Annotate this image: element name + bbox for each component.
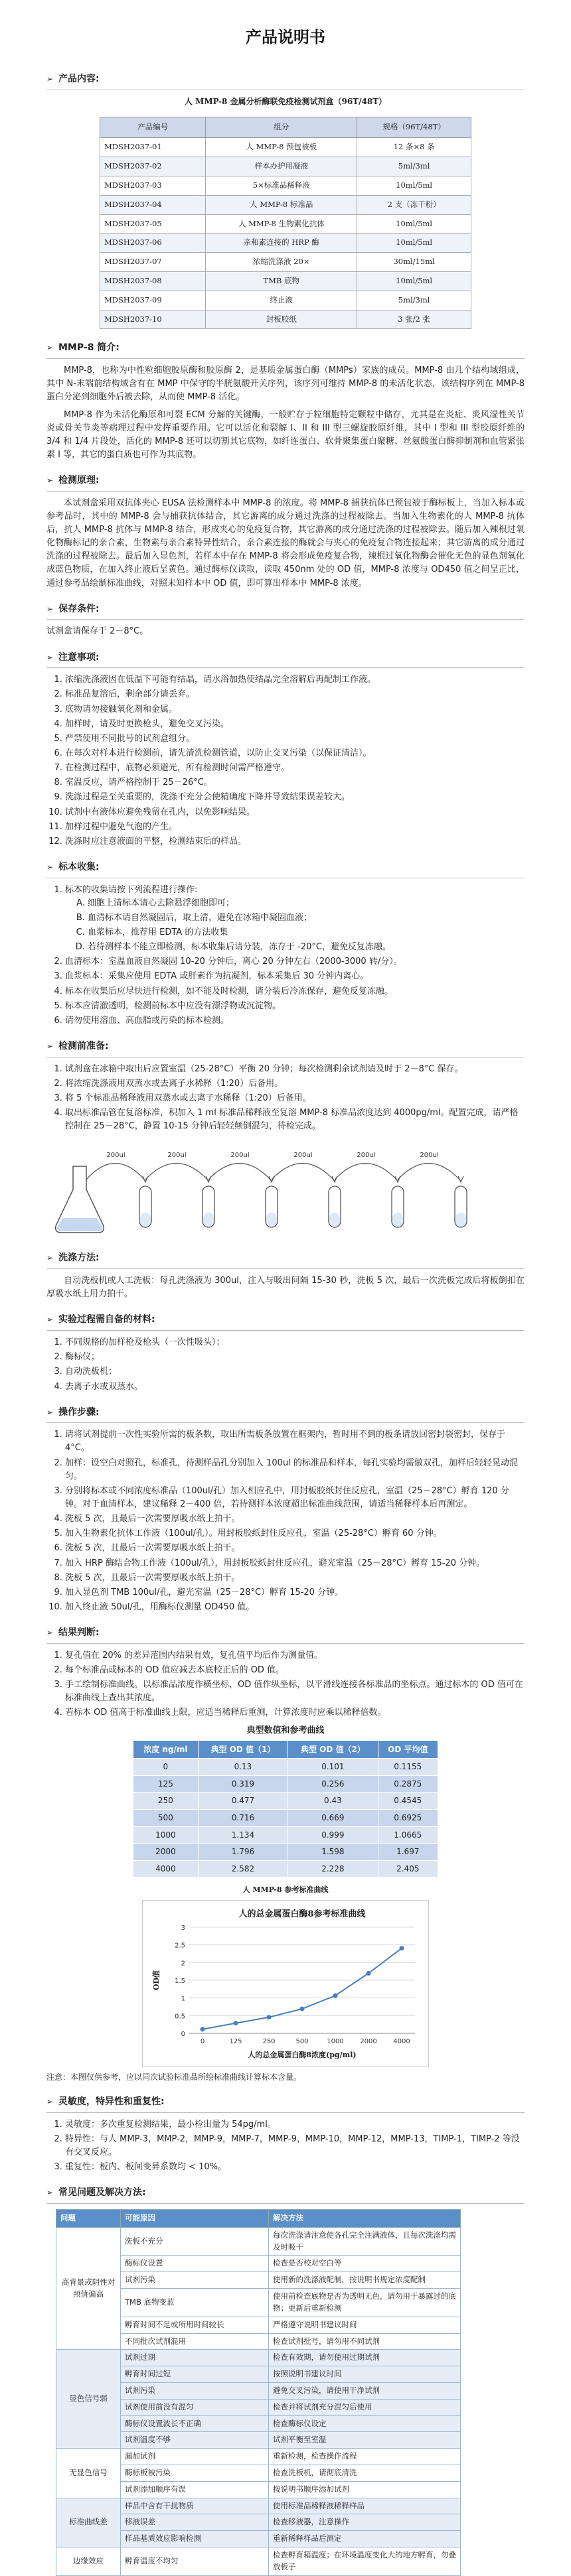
table-row xyxy=(56,2498,461,2514)
section-heading: 保存条件: xyxy=(58,603,100,614)
list-item: 4. 加样时，请及时更换枪头，避免交叉污染。 xyxy=(65,718,525,731)
list-item: 3. 自动洗板机； xyxy=(65,1365,525,1379)
wash-text: 自动洗板机或人工洗板：每孔洗涤液为 300ul，注入与吸出间隔 15-30 秒，洗板 5 次，最后一次洗板完成后将板倒扣在厚吸水纸上用力拍干。 xyxy=(46,1276,525,1300)
table-cell: 0.101 xyxy=(288,1759,378,1776)
section-heading: 检测前准备: xyxy=(58,1041,109,1052)
cause-cell: 酶标仪设置波长不正确 xyxy=(121,2415,269,2432)
solution-cell: 使用标准品稀释液稀释样品 xyxy=(269,2498,461,2514)
y-tick-label: 1 xyxy=(181,1995,185,2003)
list-item: 12. 洗涤时应注意液面的平整，检测结束后的样品。 xyxy=(65,835,525,848)
table-cell: MDSH2037-07 xyxy=(100,253,206,272)
list-item: 2. 加样：设空白对照孔，标准孔，待测样品孔分别加入 100ul 的标准品和样本，每孔实验均需做双孔，加样后轻轻晃动混匀。 xyxy=(65,1457,525,1483)
solution-cell: 检查并将试剂充分混匀后使用 xyxy=(269,2399,461,2415)
section-storage xyxy=(46,602,525,620)
table-cell: 10ml/5ml xyxy=(357,234,471,253)
table-header: 问题 xyxy=(56,2210,121,2228)
cause-cell: 孵育温度不均匀 xyxy=(121,2547,269,2576)
x-tick-label: 1000 xyxy=(327,2037,344,2045)
table-cell: 人 MMP-8 标准品 xyxy=(206,195,357,214)
y-axis-label: OD值 xyxy=(152,1970,161,1990)
table-cell: 0.4545 xyxy=(378,1793,438,1810)
list-item: 1. 请将试剂提前一次性实验所需的板条数，取出所需板条放置在框架内，暂时用不到的板条请放回密封袋密封，保存于 4°C。 xyxy=(65,1428,525,1455)
table-row xyxy=(100,176,471,195)
table-cell: 2000 xyxy=(133,1844,199,1861)
solution-cell: 使用新的洗涤液配制，按说明书规定浓度配制 xyxy=(269,2272,461,2289)
table-row xyxy=(56,2547,461,2576)
procedure-list xyxy=(46,1428,525,1614)
chart-title: 人的总金属蛋白酶8参考标准曲线 xyxy=(238,1909,366,1919)
list-item: 1. 标本的收集请按下列流程进行操作: A. 细胞上清标本请心去除悬浮细胞即可； B. 血清标本请自然凝固后，取上清，避免在冰箱中凝固血液； C. 血浆标本，推荐用 EDTA 的方法收集 D. 若待测样本不能立即检测，标本收集后请分装，冻存于 -20°C，避免反复冻融。 xyxy=(65,884,525,955)
section-heading: 灵敏度，特异性和重复性: xyxy=(58,2096,165,2108)
section-heading: 标本收集: xyxy=(58,861,100,872)
table-cell: 0.256 xyxy=(288,1775,378,1793)
list-item: 1. 试剂盒在冰箱中取出后应置室温（25-28°C）平衡 20 分钟；每次检测剩余试剂请及时于 2－8°C 保存。 xyxy=(65,1063,525,1076)
table-cell: MDSH2037-03 xyxy=(100,176,206,195)
table-header: 规格（96T/48T） xyxy=(357,117,471,138)
list-item: 3. 底物请勿接触氧化剂和金属。 xyxy=(65,703,525,716)
transfer-label: 200ul xyxy=(420,1152,439,1160)
solution-cell: 按说明书顺序添加试剂 xyxy=(269,2481,461,2498)
arrow-icon: ➢ xyxy=(46,476,54,486)
table-header: 解决方法 xyxy=(269,2210,461,2228)
transfer-label: 200ul xyxy=(293,1152,313,1160)
section-contents xyxy=(46,72,525,90)
tube-liquid xyxy=(455,1213,466,1227)
table-row xyxy=(56,2227,461,2256)
table-cell: 2.228 xyxy=(288,1860,378,1877)
list-item: 7. 加入 HRP 酶结合物工作液（100ul/孔），用封板胶纸封住反应孔，避光室温（25－28°C）孵育 15-20 分钟。 xyxy=(65,1557,525,1570)
list-item: 4. 去离子水或双蒸水。 xyxy=(65,1381,525,1394)
list-item: 2. 将浓缩洗涤液用双蒸水或去离子水稀释（1:20）后备用。 xyxy=(65,1077,525,1091)
y-tick-label: 2 xyxy=(181,1959,185,1967)
transfer-label: 200ul xyxy=(167,1152,187,1160)
solution-cell: 使用前检查底物是否为透明无色，请勿用于暴露过的底物；更新后重新检测 xyxy=(269,2289,461,2317)
faq-table xyxy=(56,2209,461,2576)
section-wash xyxy=(46,1251,525,1269)
data-point xyxy=(201,2027,205,2031)
tube-liquid xyxy=(140,1213,151,1227)
list-item: 5. 标本应清澈透明，检测前标本中应没有漂浮物或沉淀物。 xyxy=(65,1000,525,1013)
solution-cell: 检查孵育箱温度；在环境温度变化大的地方孵育，勿叠放板子 xyxy=(269,2547,461,2576)
table-header: 浓度 ng/ml xyxy=(133,1740,199,1759)
table-cell: 5ml/3ml xyxy=(357,157,471,176)
table-cell: 1000 xyxy=(133,1826,199,1844)
table-cell: 封板胶纸 xyxy=(206,310,357,329)
section-procedure xyxy=(46,1406,525,1424)
table-cell: 0.2875 xyxy=(378,1775,438,1793)
list-item: D. 若待测样本不能立即检测，标本收集后请分装，冻存于 -20°C，避免反复冻融。 xyxy=(88,941,525,954)
principle-para: 本试剂盒采用双抗体夹心 EUSA 法检测样本中 MMP-8 的浓度。将 MMP-8 捕获抗体已预包被于酶标板上，当加入标本或参考品时，其中的 MMP-8 会与捕获抗体结合，其它游离的成分通过洗涤的过程被除去。当加入生物素化的人 MMP-8 抗体后，抗人 MMP-8 抗体与 MMP-8 结合，形成夹心的免疫复合物，其它游离的成分通过洗涤的过程被除去。随后加入辣根过氧化物酶标记的亲合素，生物素与亲合素特异性结合，亲合素连接的酶就会与夹心的免疫复合物连接起来；其它游离的成分通过洗涤的过程被除去。最后加入显色剂，若样本中存在 MMP-8 将会形成免疫复合物，辣根过氧化物酶会催化无色的显色剂氧化成蓝色物质，在加入终止液后呈黄色。通过酶标仪读取，读取 450nm 处的 OD 值，MMP-8 浓度与 OD450 值之间呈正比，通过参考品绘制标准曲线，对照未知样本中 OD 值，即可算出样本中 MMP-8 浓度。 xyxy=(46,498,525,588)
table-row xyxy=(100,310,471,329)
arrow-icon: ➢ xyxy=(46,652,54,662)
doc-title: 产品说明书 xyxy=(246,28,325,46)
table-row xyxy=(133,1759,438,1776)
arrow-icon: ➢ xyxy=(46,862,54,872)
table-cell: 10ml/5ml xyxy=(357,214,471,234)
list-item: 6. 在每次对样本进行检测前，请先清洗检测管道，以防止交叉污染（以保证清洁）。 xyxy=(65,747,525,760)
standard-curve-chart xyxy=(142,1900,429,2067)
intro-para-1: MMP-8，也称为中性粒细胞胶原酶和胶原酶 2，是基质金属蛋白酶（MMPs）家族的成员。MMP-8 由几个结构域组成，其中 N-末端前结构域含有在 MMP 中保守的半胱氨酸开关序列，该序列可维持 MMP-8 的未活化状态，该结构序列在 MMP-8 蛋白分泌到细胞外后被去除，从而使 MMP-8 活化。 xyxy=(46,366,525,403)
cause-cell: 试剂污染 xyxy=(121,2382,269,2399)
list-item: 3. 将 5 个标准品稀释液用双蒸水或去离子水稀释（1:20）后备用。 xyxy=(65,1092,525,1105)
table-cell: 亲和素连接的 HRP 酶 xyxy=(206,234,357,253)
table-cell: 1.598 xyxy=(288,1844,378,1861)
list-item: 3. 重复性：板内、板间变异系数均 < 10%。 xyxy=(65,2161,525,2174)
data-point xyxy=(234,2021,238,2025)
table-cell: 0.13 xyxy=(198,1759,287,1776)
list-item: 4. 标本在收集后应尽快进行检测，如不能及时检测，请分装后冷冻保存，避免反复冻融。 xyxy=(65,985,525,998)
table-row xyxy=(100,271,471,291)
table-cell: MDSH2037-06 xyxy=(100,234,206,253)
arrow-icon: ➢ xyxy=(46,1407,54,1417)
section-principle xyxy=(46,474,525,492)
list-item: 3. 分别将标本或不同浓度标准品（100ul/孔）加入相应孔中，用封板胶纸封住反应孔，室温（25－28°C）孵育 120 分钟。对于血清样本，建议稀释 2－400 倍，若待测样本浓度超出标准曲线范围，请适当稀释样本后再测定。 xyxy=(65,1485,525,1511)
cause-cell: 样品中含有干扰物质 xyxy=(121,2498,269,2514)
problem-cell: 无显色信号 xyxy=(56,2449,121,2498)
section-results xyxy=(46,1626,525,1644)
list-item: 4. 洗板 5 次，且最后一次需要厚吸水纸上拍干。 xyxy=(65,1513,525,1526)
arrow-icon: ➢ xyxy=(46,2097,54,2107)
transfer-label: 200ul xyxy=(230,1152,250,1160)
table-cell: 1.0665 xyxy=(378,1826,438,1844)
solution-cell: 按照说明书建议时间 xyxy=(269,2366,461,2383)
table-header: 典型 OD 值（1） xyxy=(198,1740,287,1759)
solution-cell: 重新稀释样品后测定 xyxy=(269,2531,461,2547)
table-cell: 样本办护用凝液 xyxy=(206,157,357,176)
y-tick-label: 0 xyxy=(181,2030,185,2038)
solution-cell: 试剂平衡至室温 xyxy=(269,2432,461,2449)
transfer-label: 200ul xyxy=(106,1152,125,1160)
series-line xyxy=(203,1948,402,2029)
table-row xyxy=(56,2350,461,2366)
dilution-svg xyxy=(46,1140,525,1239)
cause-cell: 漏加试剂 xyxy=(121,2449,269,2465)
table-cell: 1.796 xyxy=(198,1844,287,1861)
sample-list xyxy=(46,884,525,1028)
cause-cell: 试剂温度不够 xyxy=(121,2432,269,2449)
transfer-arrow xyxy=(335,1164,398,1182)
table-cell: 0.1155 xyxy=(378,1759,438,1776)
x-tick-label: 125 xyxy=(229,2037,242,2045)
list-item: 2. 每个标准品或标本的 OD 值应减去本底校正后的 OD 值。 xyxy=(65,1664,525,1677)
table-cell: 5ml/3ml xyxy=(357,291,471,310)
contents-table xyxy=(100,117,471,329)
table-cell: 4000 xyxy=(133,1860,199,1877)
list-item: B. 血清标本请自然凝固后，取上清，避免在冰箱中凝固血液； xyxy=(88,912,525,925)
table-cell: MDSH2037-01 xyxy=(100,138,206,157)
cause-cell: 试剂过期 xyxy=(121,2350,269,2366)
list-item: 7. 在检测过程中，底物必须避光，所有检测时间需严格遵守。 xyxy=(65,762,525,775)
table-cell: 500 xyxy=(133,1810,199,1827)
problem-cell: 边缘效应 xyxy=(56,2547,121,2576)
table-cell: TMB 底物 xyxy=(206,271,357,291)
table-cell: 0.716 xyxy=(198,1810,287,1827)
list-item: 10. 试剂中有液体应避免残留在孔内，以免影响结果。 xyxy=(65,806,525,819)
table-cell: 0.669 xyxy=(288,1810,378,1827)
arrow-icon: ➢ xyxy=(46,1315,54,1325)
solution-cell: 检查移液器，注意操作 xyxy=(269,2514,461,2531)
cause-cell: 试剂污染 xyxy=(121,2272,269,2289)
table-header: 组分 xyxy=(206,117,357,138)
table-header: 可能原因 xyxy=(121,2210,269,2228)
list-item: 2. 特异性：与人 MMP-3，MMP-2，MMP-9，MMP-7，MMP-9，MMP-10，MMP-12，MMP-13，TIMP-1，TIMP-2 等没有交叉反应。 xyxy=(65,2133,525,2159)
table-row xyxy=(100,214,471,234)
transfer-arrow xyxy=(145,1164,208,1182)
problem-cell: 高背景或阴性对照值偏高 xyxy=(56,2227,121,2350)
section-heading: 实验过程需自备的材料: xyxy=(58,1314,155,1325)
cause-cell: TMB 底物变蓝 xyxy=(121,2289,269,2317)
x-tick-label: 0 xyxy=(200,2037,205,2045)
list-item: 4. 若标本 OD 值高于标准曲线上限，应适当稀释后重测，计算浓度时应乘以稀释倍数。 xyxy=(65,1706,525,1720)
y-tick-label: 2.5 xyxy=(175,1942,185,1950)
list-item: 1. 复孔值在 20% 的差异范围内结果有效，复孔值平均后作为测量值。 xyxy=(65,1649,525,1662)
cause-cell: 样品基质效应影响检测 xyxy=(121,2531,269,2547)
section-sensitivity xyxy=(46,2095,525,2113)
transfer-arrow xyxy=(86,1164,145,1182)
section-heading: MMP-8 简介: xyxy=(58,342,120,354)
list-item: 2. 血清标本：室温血液自然凝固 10-20 分钟后，离心 20 分钟左右（2000-3000 转/分）。 xyxy=(65,955,525,969)
list-item: 9. 洗涤过程是至关重要的，洗涤不充分会使精确度下降并导致结果误差较大。 xyxy=(65,791,525,804)
solution-cell: 检查有效期，请勿使用过期试剂 xyxy=(269,2350,461,2366)
data-point xyxy=(333,1993,338,1998)
list-item: 5. 严禁使用不同批号的试剂盒组分。 xyxy=(65,732,525,746)
transfer-arrow xyxy=(398,1164,461,1182)
cause-cell: 酶标板被污染 xyxy=(121,2465,269,2482)
table-cell: MDSH2037-02 xyxy=(100,157,206,176)
tube-liquid xyxy=(329,1213,340,1227)
table-row xyxy=(56,2449,461,2465)
chart-note: 注意：本图仅供参考，应以同次试验标准品所绘标准曲线计算标本含量。 xyxy=(46,2072,302,2082)
cause-cell: 酶标仪设置 xyxy=(121,2256,269,2272)
x-axis-label: 人的总金属蛋白酶8浓度(pg/ml) xyxy=(248,2050,357,2059)
list-item: 10. 加入终止液 50ul/孔，用酶标仪测量 OD450 值。 xyxy=(65,1601,525,1614)
solution-cell: 避免交叉污染，请使用干净试剂 xyxy=(269,2382,461,2399)
table-cell: 125 xyxy=(133,1775,199,1793)
table-cell: 人 MMP-8 生物素化抗体 xyxy=(206,214,357,234)
cause-cell: 试剂添加顺序有误 xyxy=(121,2481,269,2498)
section-heading: 结果判断: xyxy=(58,1627,100,1639)
transfer-arrow xyxy=(272,1164,335,1182)
table-cell: 1.134 xyxy=(198,1826,287,1844)
x-tick-label: 4000 xyxy=(393,2037,410,2045)
list-item: C. 血浆标本，推荐用 EDTA 的方法收集 xyxy=(88,926,525,939)
table-cell: 2 支（冻干粉） xyxy=(357,195,471,214)
y-tick-label: 3 xyxy=(181,1924,185,1932)
table-row xyxy=(133,1826,438,1844)
arrow-icon: ➢ xyxy=(46,1628,54,1638)
table-cell: 250 xyxy=(133,1793,199,1810)
table-cell: 浓缩洗涤液 20× xyxy=(206,253,357,272)
table-cell: 5×标准品稀释液 xyxy=(206,176,357,195)
table-cell: 终止液 xyxy=(206,291,357,310)
list-item: 11. 加样过程中避免气泡的产生。 xyxy=(65,821,525,834)
section-prep xyxy=(46,1040,525,1057)
list-item: 9. 加入显色剂 TMB 100ul/孔，避光室温（25－28°C）孵育 15-20 分钟。 xyxy=(65,1586,525,1599)
list-item: 1. 不同规格的加样枪及枪头（一次性吸头）； xyxy=(65,1336,525,1349)
arrow-icon: ➢ xyxy=(46,343,54,353)
solution-cell: 重新检测，检查操作流程 xyxy=(269,2449,461,2465)
transfer-arrow xyxy=(208,1164,272,1182)
table-row xyxy=(100,195,471,214)
cause-cell: 不同批次试剂混用 xyxy=(121,2333,269,2350)
materials-list xyxy=(46,1336,525,1394)
list-item: 8. 室温反应，请严格控制于 25－26°C。 xyxy=(65,776,525,789)
list-item: 3. 手工绘制标准曲线。以标准品浓度作横坐标，OD 值作纵坐标，以平滑线连接各标准品的坐标点。通过标本的 OD 值可在标准曲线上查出其浓度。 xyxy=(65,1678,525,1705)
data-point xyxy=(367,1970,371,1975)
table-cell: 12 条×8 条 xyxy=(357,138,471,157)
cause-cell: 孵育时间不足或所用时间较长 xyxy=(121,2317,269,2333)
arrow-icon: ➢ xyxy=(46,604,54,614)
table-row xyxy=(133,1810,438,1827)
list-item: A. 细胞上清标本请心去除悬浮细胞即可； xyxy=(88,897,525,910)
solution-cell: 检查是否校对空白等 xyxy=(269,2256,461,2272)
section-heading: 常见问题及解决方法: xyxy=(58,2187,146,2199)
table-cell: 0.43 xyxy=(288,1793,378,1810)
sensitivity-list xyxy=(46,2118,525,2175)
section-heading: 产品内容: xyxy=(58,74,100,85)
table-cell: 2.405 xyxy=(378,1860,438,1877)
table-cell: 人 MMP-8 预包被板 xyxy=(206,138,357,157)
table-row xyxy=(100,138,471,157)
section-faq xyxy=(46,2186,525,2204)
chart-caption: 人 MMP-8 参考标准曲线 xyxy=(242,1885,329,1895)
section-heading: 注意事项: xyxy=(58,651,100,663)
list-item: 1. 浓缩洗涤液因在低温下可能有结晶，请水浴加热使结晶完全溶解后再配制工作液。 xyxy=(65,673,525,687)
section-materials xyxy=(46,1313,525,1331)
list-item: 2. 酶标仪； xyxy=(65,1351,525,1364)
od-table-title: 典型数值和参考曲线 xyxy=(246,1725,325,1735)
table-cell: MDSH2037-05 xyxy=(100,214,206,234)
table-header: OD 平均值 xyxy=(378,1740,438,1759)
arrow-icon: ➢ xyxy=(46,1253,54,1263)
tube-liquid xyxy=(266,1213,277,1227)
x-tick-label: 500 xyxy=(295,2037,309,2045)
list-item: 3. 血浆标本：采集应使用 EDTA 或肝素作为抗凝剂，标本采集后 30 分钟内离心。 xyxy=(65,970,525,983)
table-cell: 0.477 xyxy=(198,1793,287,1810)
cause-cell: 洗板不充分 xyxy=(121,2227,269,2256)
table-cell: 0.319 xyxy=(198,1775,287,1793)
list-item: 5. 加入生物素化抗体工作液（100ul/孔）。用封板胶纸封住反应孔，室温（25-28°C）孵育 60 分钟。 xyxy=(65,1527,525,1540)
solution-cell: 检查酶标仪设定 xyxy=(269,2415,461,2432)
dilution-diagram xyxy=(46,1140,525,1239)
table-cell: 10ml/5ml xyxy=(357,271,471,291)
data-point xyxy=(400,1946,404,1950)
section-heading: 操作步骤: xyxy=(58,1406,100,1418)
table-cell: MDSH2037-10 xyxy=(100,310,206,329)
table-cell: 3 张/2 张 xyxy=(357,310,471,329)
intro-para-2: MMP-8 作为未活化酶原和可裂 ECM 分解的关键酶，一般贮存于粒细胞特定颗粒中储存，尤其是在炎症、炎风湿性关节炎或骨关节炎等病理过程中发挥重要作用。它可以活化和裂解 I、II 和 III 型三螺旋胶原纤维，其中 I 型和 III 型胶原纤维的 3/4 和 1/4 片段处，活化的 MMP-8 还可以切割其它底物，如纤连蛋白、软骨聚集蛋白聚糖、丝氨酸蛋白酶抑制剂和血管紧张素 I 等，其它的蛋白质也可作为其底物。 xyxy=(46,409,525,460)
arrow-icon: ➢ xyxy=(46,74,54,84)
storage-text: 试剂盒请保存于 2－8°C。 xyxy=(46,626,149,637)
tube-liquid xyxy=(203,1213,214,1227)
cause-cell: 试剂使用前没有混匀 xyxy=(121,2399,269,2415)
section-heading: 检测原理: xyxy=(58,475,100,486)
list-item: 1. 灵敏度：多次重复检测结果，最小检出量为 54pg/ml。 xyxy=(65,2118,525,2132)
section-cautions xyxy=(46,651,525,669)
table-row xyxy=(100,253,471,272)
list-item: 6. 请勿使用溶血、高血脂或污染的标本检测。 xyxy=(65,1014,525,1028)
x-tick-label: 250 xyxy=(262,2037,276,2045)
y-tick-label: 1.5 xyxy=(175,1977,185,1985)
sample-sub-list xyxy=(65,897,525,955)
flask-liquid xyxy=(57,1218,102,1231)
solution-cell: 检查试剂批号，请勿用不同试剂 xyxy=(269,2333,461,2350)
table-row xyxy=(133,1793,438,1810)
list-item: 8. 洗板 5 次，且最后一次需要厚吸水纸上拍干。 xyxy=(65,1572,525,1585)
table-cell: MDSH2037-08 xyxy=(100,271,206,291)
solution-cell: 严格遵守说明书建议时间 xyxy=(269,2317,461,2333)
arrow-icon: ➢ xyxy=(46,1042,54,1051)
chart-svg xyxy=(143,1901,428,2067)
od-table xyxy=(133,1740,438,1878)
table-cell: MDSH2037-09 xyxy=(100,291,206,310)
y-tick-label: 0.5 xyxy=(175,2012,185,2020)
table-cell: MDSH2037-04 xyxy=(100,195,206,214)
table-header: 典型 OD 值（2） xyxy=(288,1740,378,1759)
table-row xyxy=(100,234,471,253)
cautions-list xyxy=(46,673,525,848)
data-point xyxy=(300,2006,305,2011)
x-tick-label: 2000 xyxy=(360,2037,377,2045)
section-intro xyxy=(46,341,525,359)
tube-liquid xyxy=(392,1213,403,1227)
transfer-label: 200ul xyxy=(357,1152,376,1160)
table-row xyxy=(100,291,471,310)
list-item: 4. 取出标准品管在复溶标准，积加入 1 ml 标准品稀释液至复溶 MMP-8 标准品浓度达到 4000pg/ml。配置完成，请严格控制在 25－28°C，静置 10-15 分钟后轻轻颠倒混匀，待检完成。 xyxy=(65,1107,525,1133)
problem-cell: 显色信号弱 xyxy=(56,2350,121,2449)
table-row xyxy=(100,157,471,176)
table-cell: 1.697 xyxy=(378,1844,438,1861)
section-sample xyxy=(46,860,525,878)
data-point xyxy=(267,2015,272,2019)
table-header: 产品编号 xyxy=(100,117,206,138)
solution-cell: 检查洗板机，请彻底清洗 xyxy=(269,2465,461,2482)
prep-list xyxy=(46,1063,525,1134)
table-row xyxy=(133,1775,438,1793)
table-row xyxy=(133,1860,438,1877)
table-cell: 0 xyxy=(133,1759,199,1776)
list-item: 2. 标准品复溶后，剩余部分请丢弃。 xyxy=(65,688,525,701)
section-heading: 洗涤方法: xyxy=(58,1253,100,1264)
solution-cell: 每次洗涤请注意使各孔完全注满液体，且每次洗涤均需及时吸干 xyxy=(269,2227,461,2256)
table-row xyxy=(133,1844,438,1861)
results-list xyxy=(46,1649,525,1720)
cause-cell: 移液误差 xyxy=(121,2514,269,2531)
kit-subtitle: 人 MMP-8 金属分析酶联免疫检测试剂盒（96T/48T） xyxy=(184,96,387,106)
table-cell: 30ml/15ml xyxy=(357,253,471,272)
list-item: 6. 洗板 5 次，且最后一次需要厚吸水纸上拍干。 xyxy=(65,1542,525,1555)
cause-cell: 孵育时间过短 xyxy=(121,2366,269,2383)
table-cell: 2.582 xyxy=(198,1860,287,1877)
table-cell: 0.6925 xyxy=(378,1810,438,1827)
table-cell: 10ml/5ml xyxy=(357,176,471,195)
table-cell: 0.999 xyxy=(288,1826,378,1844)
arrow-icon: ➢ xyxy=(46,2188,54,2198)
problem-cell: 标准曲线差 xyxy=(56,2498,121,2547)
